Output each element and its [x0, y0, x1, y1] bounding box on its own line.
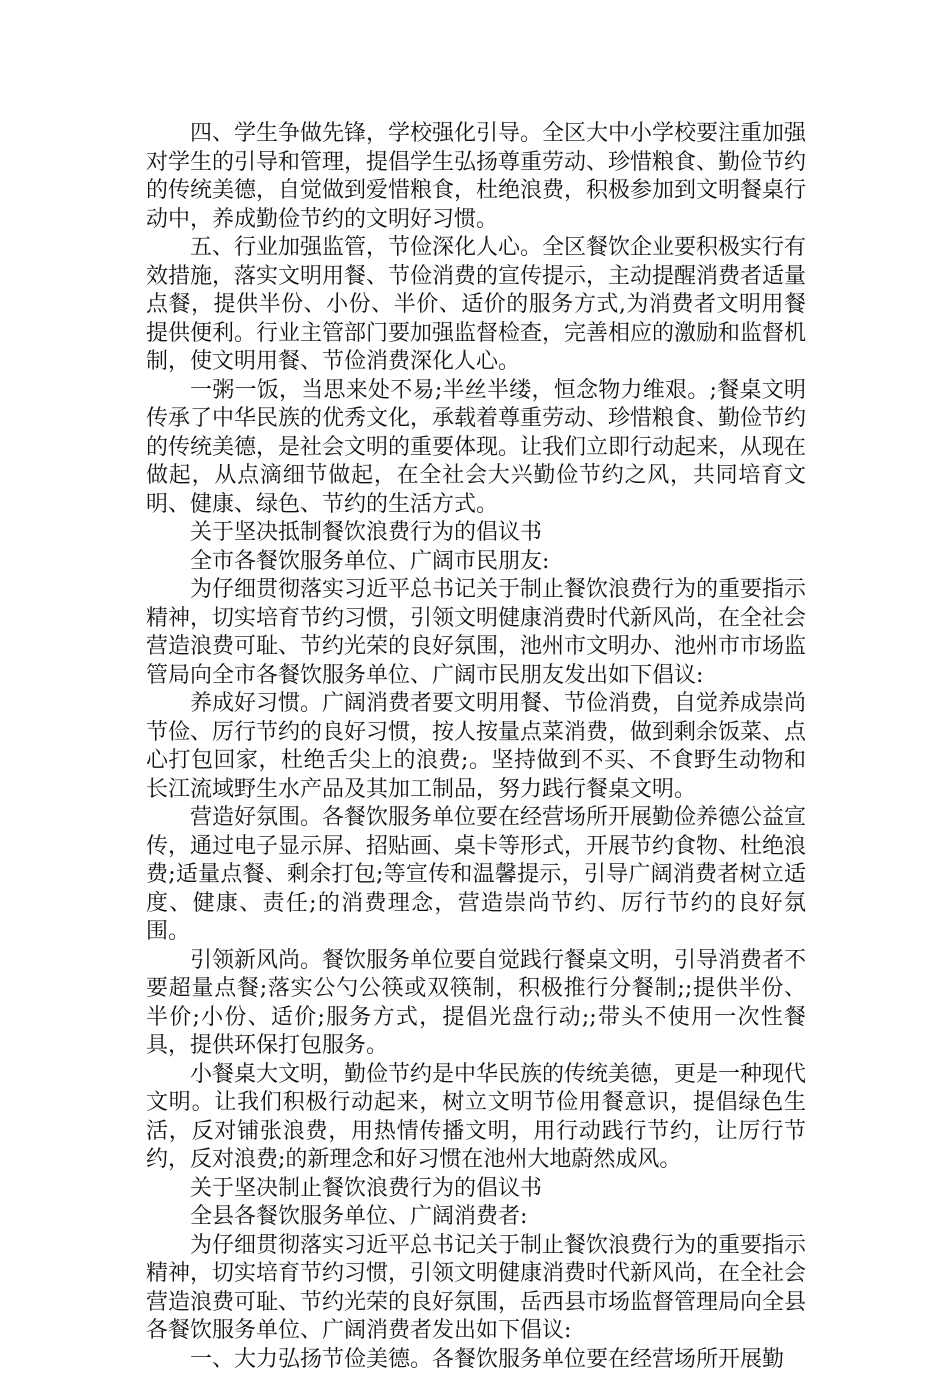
salutation-county: 全县各餐饮服务单位、广阔消费者: [146, 1203, 806, 1232]
document-body [146, 120, 806, 1374]
paragraph-new-trend: 引领新风尚。餐饮服务单位要自觉践行餐桌文明，引导消费者不要超量点餐;落实公勺公筷或双筷制，积极推行分餐制;;提供半份、半价;小份、适价;服务方式，提倡光盘行动;;带头不使用一次性餐具，提供环保打包服务。 [146, 947, 806, 1061]
paragraph-closing-appeal: 一粥一饭，当思来处不易;半丝半缕，恒念物力维艰。;餐桌文明传承了中华民族的优秀文化，承载着尊重劳动、珍惜粮食、勤俭节约的传统美德，是社会文明的重要体现。让我们立即行动起来，从现在做起，从点滴细节做起，在全社会大兴勤俭节约之风，共同培育文明、健康、绿色、节约的生活方式。 [146, 377, 806, 520]
proposal-title-county: 关于坚决制止餐饮浪费行为的倡议书 [146, 1175, 806, 1204]
paragraph-county-intro: 为仔细贯彻落实习近平总书记关于制止餐饮浪费行为的重要指示精神，切实培育节约习惯，引领文明健康消费时代新风尚，在全社会营造浪费可耻、节约光荣的良好氛围，岳西县市场监督管理局向全县各餐饮服务单位、广阔消费者发出如下倡议: [146, 1232, 806, 1346]
paragraph-small-table: 小餐桌大文明，勤俭节约是中华民族的传统美德，更是一种现代文明。让我们积极行动起来，树立文明节俭用餐意识，提倡绿色生活，反对铺张浪费，用热情传播文明，用行动践行节约，让厉行节约，反对浪费;的新理念和好习惯在池州大地蔚然成风。 [146, 1061, 806, 1175]
paragraph-promote-thrift: 一、大力弘扬节俭美德。各餐饮服务单位要在经营场所开展勤 [146, 1346, 806, 1374]
paragraph-students-pioneer: 四、学生争做先锋，学校强化引导。全区大中小学校要注重加强对学生的引导和管理，提倡学生弘扬尊重劳动、珍惜粮食、勤俭节约的传统美德，自觉做到爱惜粮食，杜绝浪费，积极参加到文明餐桌行动中，养成勤俭节约的文明好习惯。 [146, 120, 806, 234]
paragraph-industry-supervision: 五、行业加强监管，节俭深化人心。全区餐饮企业要积极实行有效措施，落实文明用餐、节俭消费的宣传提示，主动提醒消费者适量点餐，提供半份、小份、半价、适价的服务方式,为消费者文明用餐提供便利。行业主管部门要加强监督检查，完善相应的激励和监督机制，使文明用餐、节俭消费深化人心。 [146, 234, 806, 377]
salutation-city: 全市各餐饮服务单位、广阔市民朋友: [146, 548, 806, 577]
paragraph-good-atmosphere: 营造好氛围。各餐饮服务单位要在经营场所开展勤俭养德公益宣传，通过电子显示屏、招贴画、桌卡等形式，开展节约食物、杜绝浪费;适量点餐、剩余打包;等宣传和温馨提示，引导广阔消费者树立适度、健康、责任;的消费理念，营造崇尚节约、厉行节约的良好氛围。 [146, 804, 806, 947]
paragraph-city-intro: 为仔细贯彻落实习近平总书记关于制止餐饮浪费行为的重要指示精神，切实培育节约习惯，引领文明健康消费时代新风尚，在全社会营造浪费可耻、节约光荣的良好氛围，池州市文明办、池州市市场监管局向全市各餐饮服务单位、广阔市民朋友发出如下倡议: [146, 576, 806, 690]
paragraph-good-habits: 养成好习惯。广阔消费者要文明用餐、节俭消费，自觉养成崇尚节俭、厉行节约的良好习惯，按人按量点菜消费，做到剩余饭菜、点心打包回家，杜绝舌尖上的浪费;。坚持做到不买、不食野生动物和长江流域野生水产品及其加工制品，努力践行餐桌文明。 [146, 690, 806, 804]
proposal-title-city: 关于坚决抵制餐饮浪费行为的倡议书 [146, 519, 806, 548]
